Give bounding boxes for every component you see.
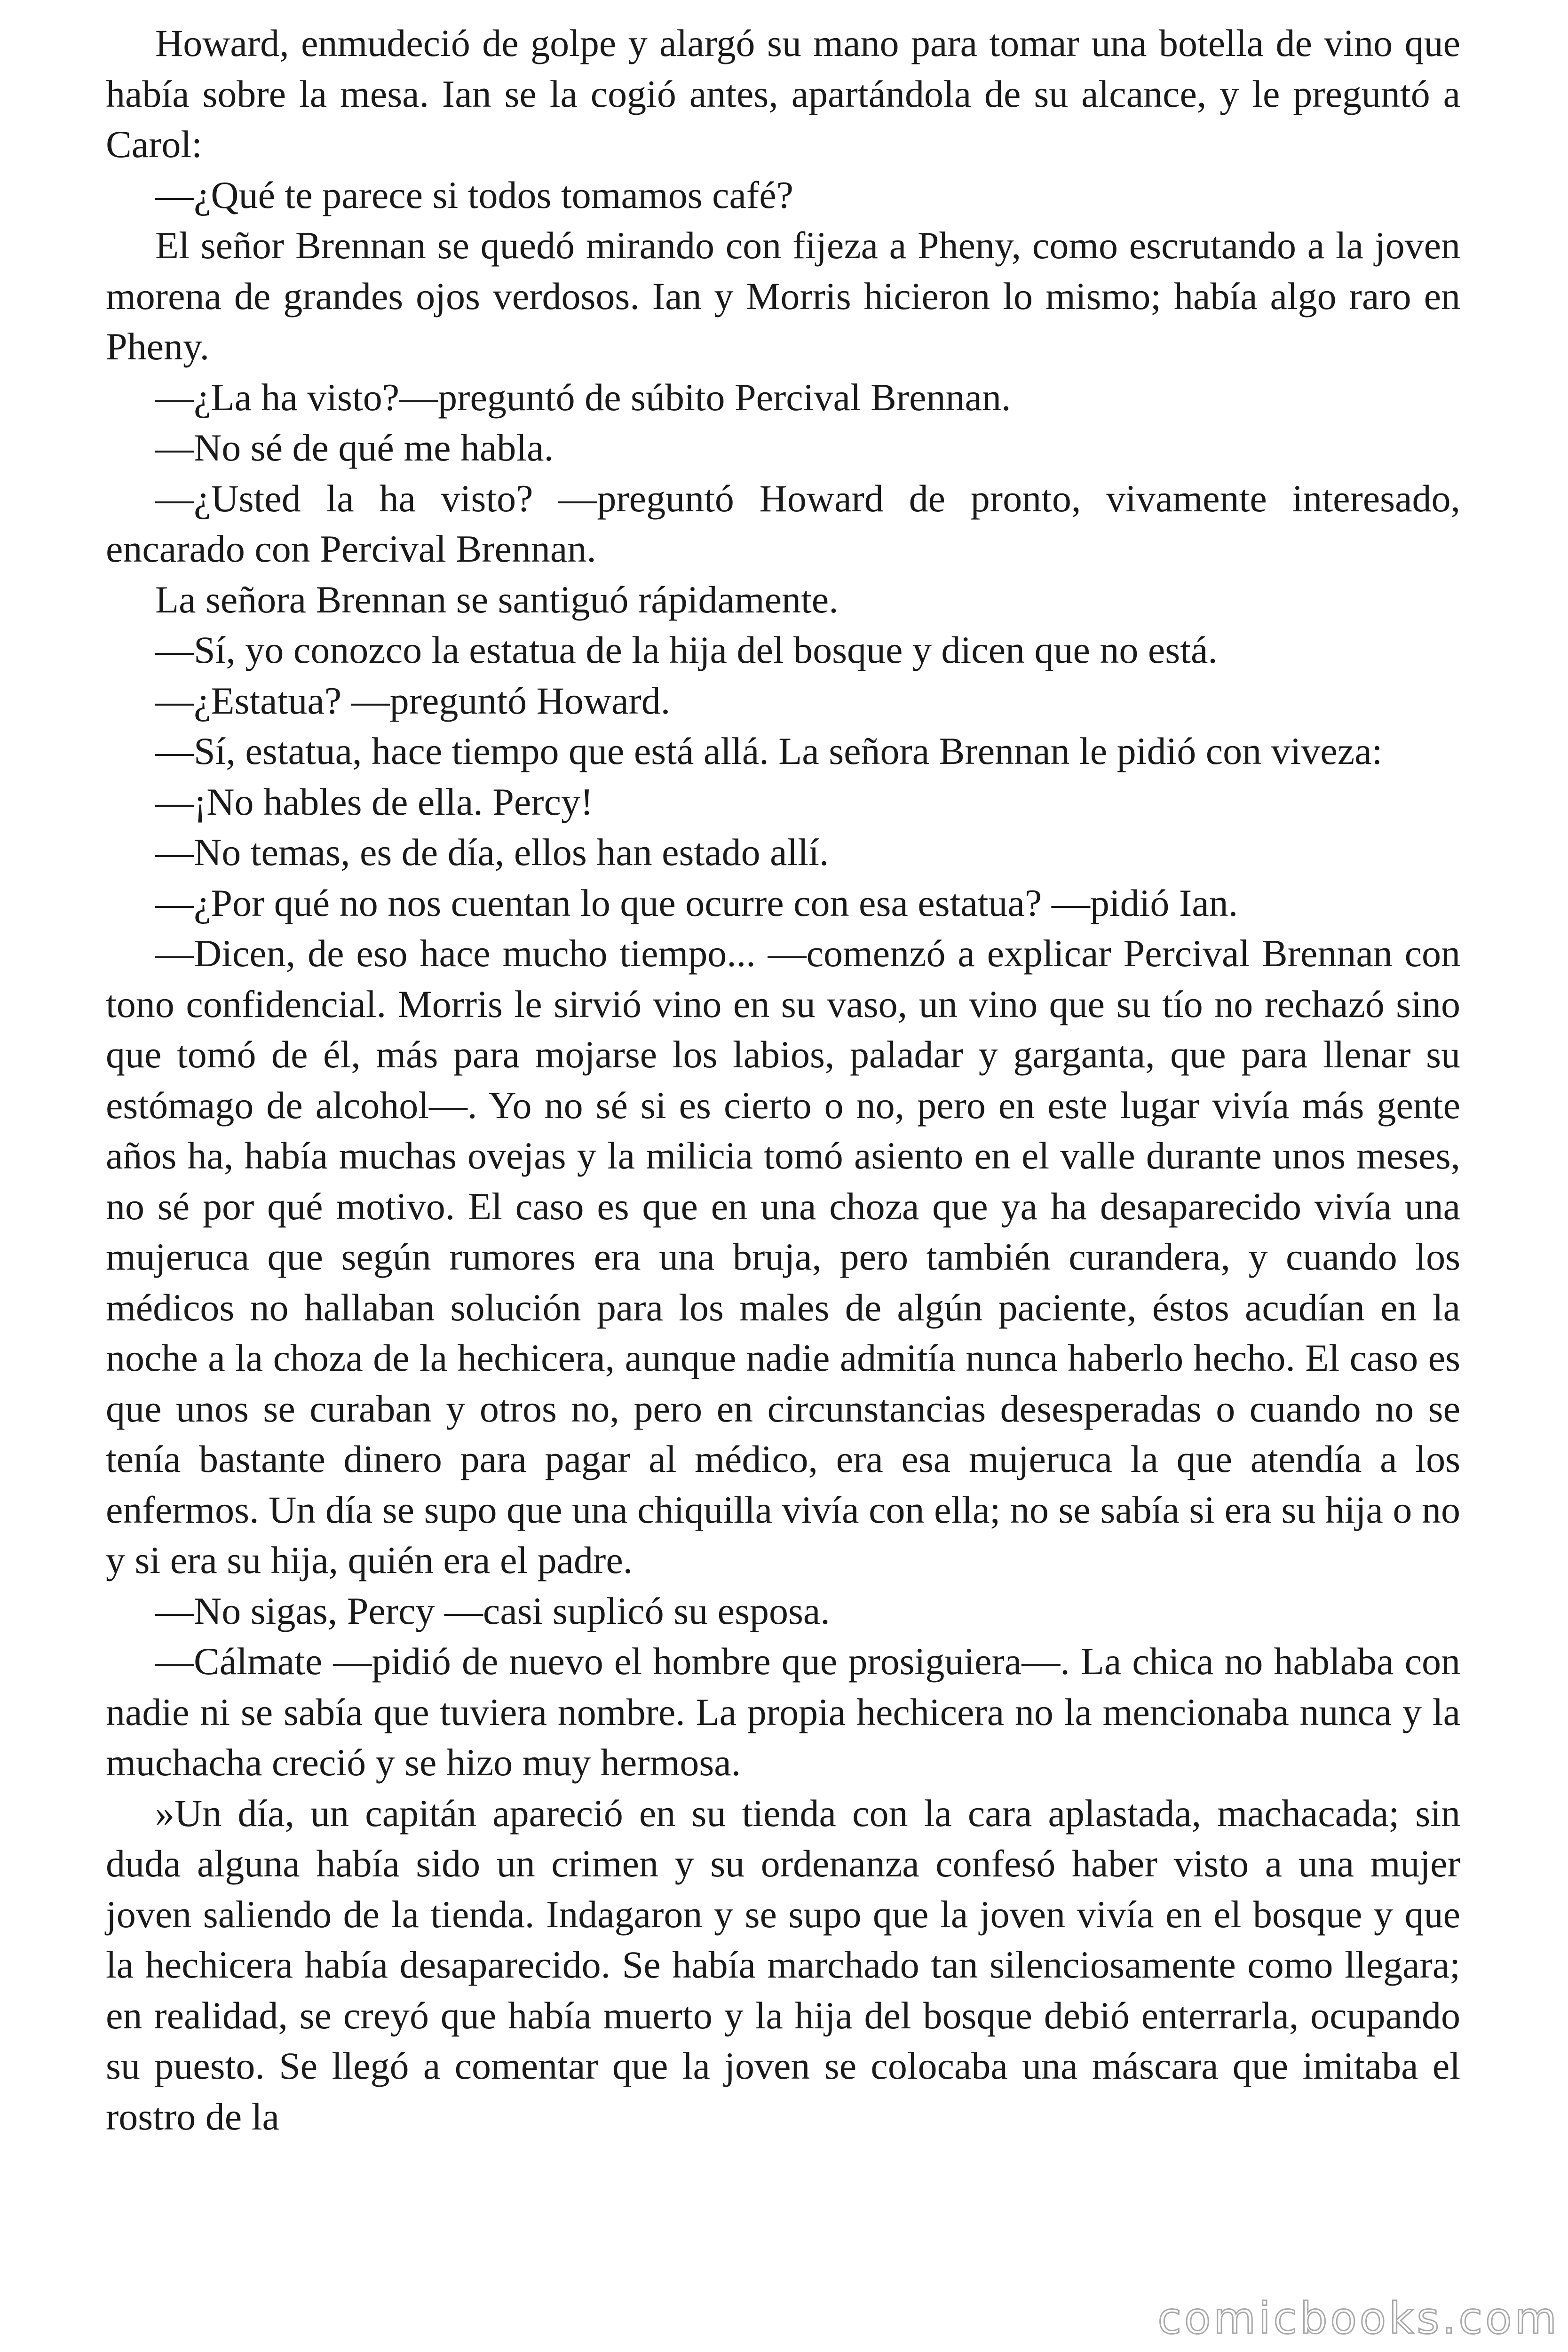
paragraph-10: —Sí, estatua, hace tiempo que está allá. La señora Brennan le pidió con viveza: — [155, 730, 1383, 772]
paragraph-12: —No temas, es de día, ellos han estado allí. — [155, 831, 829, 874]
watermark: comicbooks.com — [1157, 2293, 1560, 2344]
paragraph-4: —¿La ha visto?—preguntó de súbito Percival Brennan. — [155, 375, 1011, 419]
paragraph-11: —¡No hables de ella. Percy! — [155, 780, 594, 823]
paragraph-15: —No sigas, Percy —casi suplicó su esposa. — [155, 1589, 830, 1632]
paragraph-16: —Cálmate —pidió de nuevo el hombre que prosiguiera—. La chica no hablaba con nadie ni se sabía que tuviera nombre. La propia hechicera no la mencionaba nunca y la muchacha creció y se hizo muy hermosa. — [106, 1640, 1460, 1784]
paragraph-1: Howard, enmudeció de golpe y alargó su mano para tomar una botella de vino que había sobre la mesa. Ian se la cogió antes, apartándola de su alcance, y le preguntó a Carol: — [106, 22, 1460, 166]
paragraph-17: »Un día, un capitán apareció en su tienda con la cara aplastada, machacada; sin duda alguna había sido un crimen y su ordenanza confesó haber visto a una mujer joven saliendo de la tienda. Indagaron y se supo que la joven vivía en el bosque y que la hechicera había desaparecido. Se había marchado tan silenciosamente como llegara; en realidad, se creyó que había muerto y la hija del bosque debió enterrarla, ocupando su puesto. Se llegó a comentar que la joven se colocaba una máscara que imitaba el rostro de la — [106, 1791, 1460, 2138]
paragraph-3: El señor Brennan se quedó mirando con fijeza a Pheny, como escrutando a la joven morena de grandes ojos verdosos. Ian y Morris hicieron lo mismo; había algo raro en Pheny. — [106, 224, 1460, 368]
paragraph-8: —Sí, yo conozco la estatua de la hija del bosque y dicen que no está. — [155, 628, 1218, 671]
paragraph-5: —No sé de qué me habla. — [155, 426, 554, 469]
paragraph-13: —¿Por qué no nos cuentan lo que ocurre con esa estatua? —pidió Ian. — [155, 881, 1238, 924]
book-page — [106, 18, 1460, 2332]
paragraph-9: —¿Estatua? —preguntó Howard. — [155, 679, 671, 722]
paragraph-2: —¿Qué te parece si todos tomamos café? — [155, 173, 794, 216]
paragraph-6: —¿Usted la ha visto? —preguntó Howard de pronto, vivamente interesado, encarado con Percival Brennan. — [106, 477, 1460, 570]
paragraph-14: —Dicen, de eso hace mucho tiempo... —comenzó a explicar Percival Brennan con tono confidencial. Morris le sirvió vino en su vaso, un vino que su tío no rechazó sino que tomó de él, más para mojarse los labios, paladar y garganta, que para llenar su estómago de alcohol—. Yo no sé si es cierto o no, pero en este lugar vivía más gente años ha, había muchas ovejas y la milicia tomó asiento en el valle durante unos meses, no sé por qué motivo. El caso es que en una choza que ya ha desaparecido vivía una mujeruca que según rumores era una bruja, pero también curandera, y cuando los médicos no hallaban solución para los males de algún paciente, éstos acudían en la noche a la choza de la hechicera, aunque nadie admitía nunca haberlo hecho. El caso es que unos se curaban y otros no, pero en circunstancias desesperadas o cuando no se tenía bastante dinero para pagar al médico, era esa mujeruca la que atendía a los enfermos. Un día se supo que una chiquilla vivía con ella; no se sabía si era su hija o no y si era su hija, quién era el padre. — [106, 932, 1460, 1581]
paragraph-7: La señora Brennan se santiguó rápidamente. — [155, 578, 839, 621]
